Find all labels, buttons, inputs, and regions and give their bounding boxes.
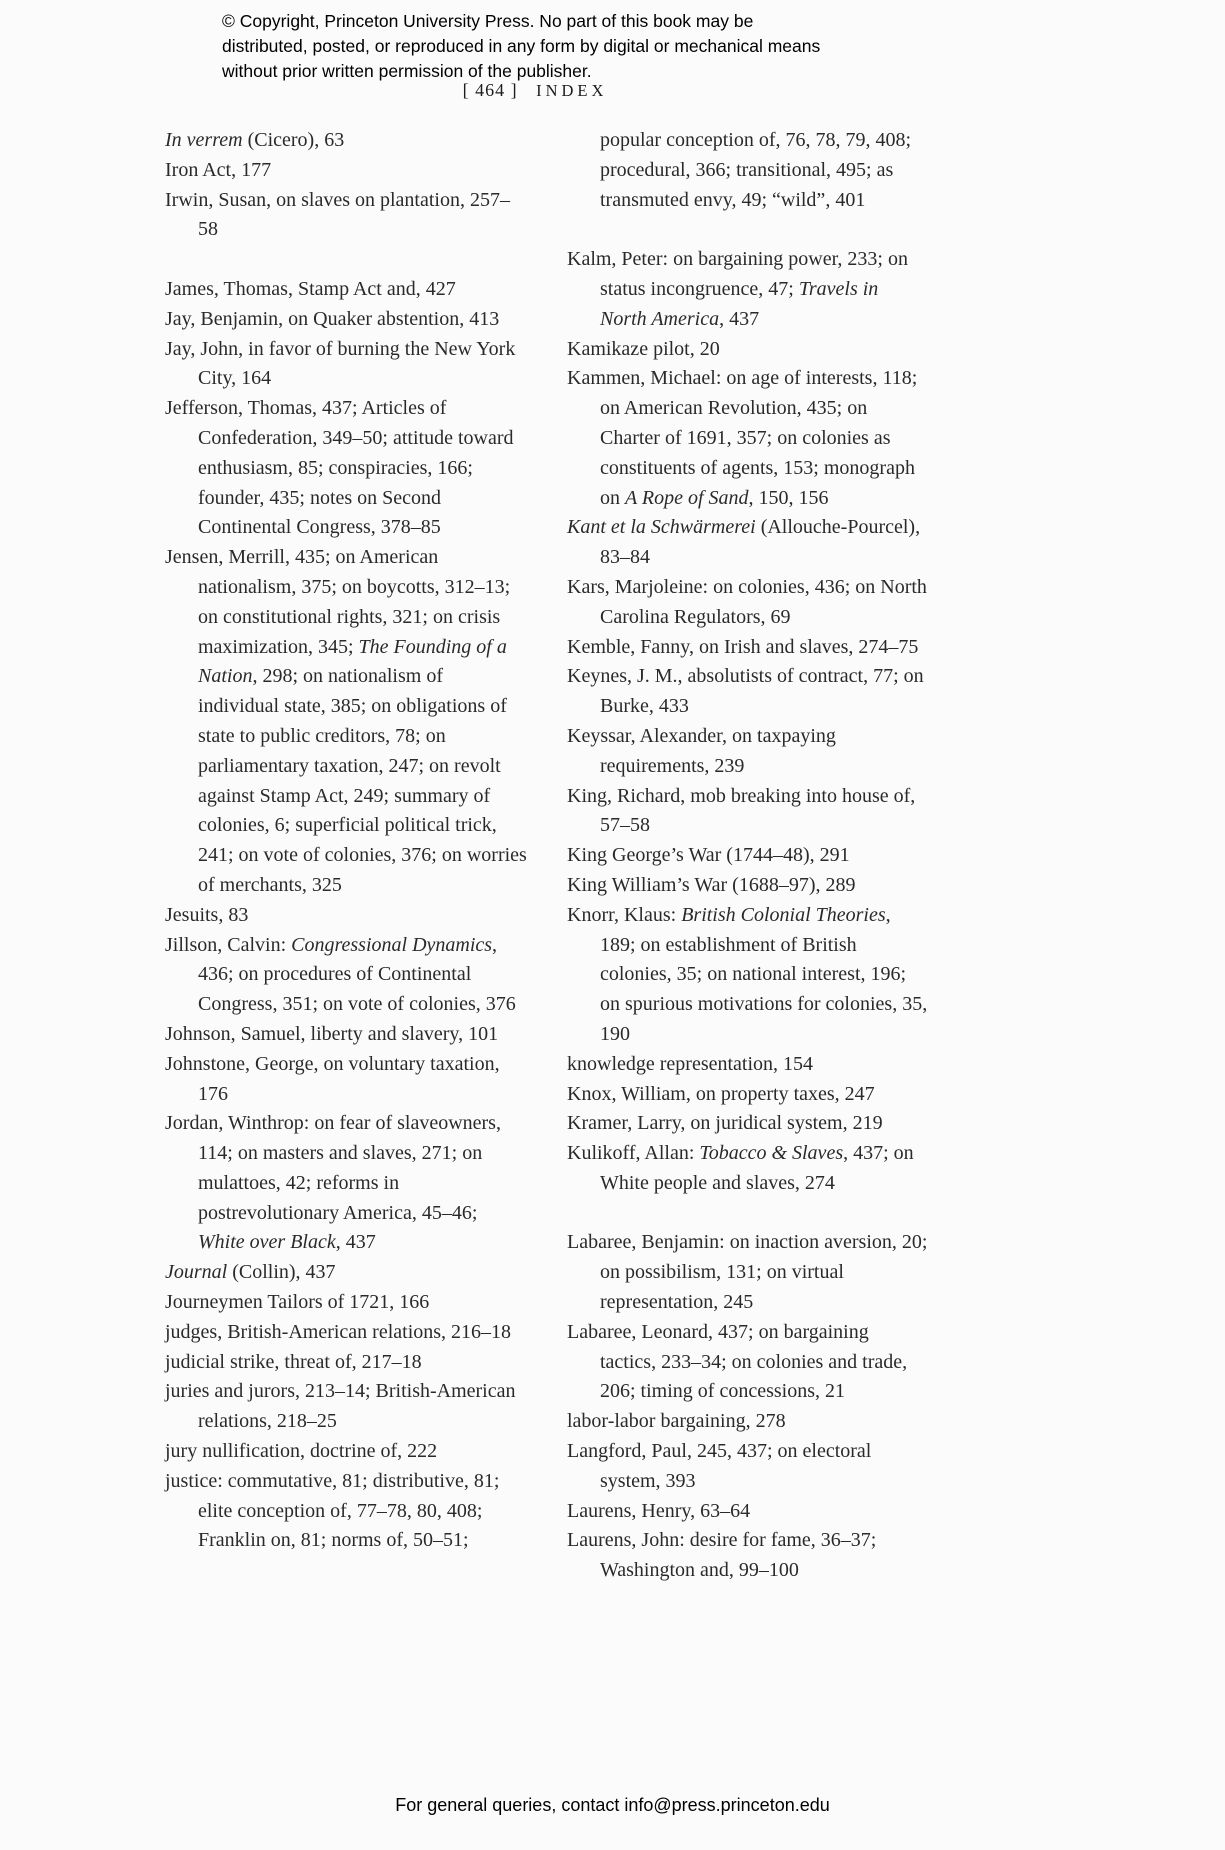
index-entry: Jensen, Merrill, 435; on American nationalism, 375; on boycotts, 312–13; on constitutional rights, 321; on crisis maximization, 345; The Founding of a Nation, 298; on nationalism of individual state, 385; on obligations of state to public creditors, 78; on parliamentary taxation, 247; on revolt against Stamp Act, 249; summary of colonies, 6; superficial political trick, 241; on vote of colonies, 376; on worries of merchants, 325 <box>165 546 527 896</box>
index-columns <box>165 126 929 1586</box>
index-entry: James, Thomas, Stamp Act and, 427 <box>165 277 456 300</box>
index-entry: Knox, William, on property taxes, 247 <box>567 1082 875 1105</box>
page-number: [ 464 ] <box>462 80 518 100</box>
index-entry: Jefferson, Thomas, 437; Articles of Confederation, 349–50; attitude toward enthusiasm, 85; conspiracies, 166; founder, 435; notes on Second Continental Congress, 378–85 <box>165 397 514 539</box>
index-entry: labor-labor bargaining, 278 <box>567 1410 786 1433</box>
index-entry: Kamikaze pilot, 20 <box>567 337 720 360</box>
index-entry: Jay, John, in favor of burning the New York City, 164 <box>165 337 516 390</box>
section-title: INDEX <box>536 81 608 100</box>
index-entry: Journal (Collin), 437 <box>165 1261 336 1284</box>
index-entry: In verrem (Cicero), 63 <box>165 129 345 151</box>
copyright-notice: © Copyright, Princeton University Press. No part of this book may be distributed, posted, or reproduced in any form by digital or mechanical means without prior written permission of the publisher. <box>222 11 821 81</box>
index-entry: judges, British-American relations, 216–18 <box>165 1320 512 1343</box>
index-entry: King William’s War (1688–97), 289 <box>567 873 856 896</box>
index-column-right <box>567 126 929 1586</box>
index-entry: Laurens, John: desire for fame, 36–37; Washington and, 99–100 <box>567 1529 877 1582</box>
index-entry: Langford, Paul, 245, 437; on electoral system, 393 <box>567 1440 872 1492</box>
index-entry: Jordan, Winthrop: on fear of slaveowners, 114; on masters and slaves, 271; on mulattoes, 42; reforms in postrevolutionary America, 45–46; White over Black, 437 <box>165 1112 501 1254</box>
index-entry: Kramer, Larry, on juridical system, 219 <box>567 1112 883 1135</box>
page-header <box>165 80 905 101</box>
index-entry: Keynes, J. M., absolutists of contract, 77; on Burke, 433 <box>567 665 924 718</box>
index-entry: Labaree, Leonard, 437; on bargaining tactics, 233–34; on colonies and trade, 206; timing of concessions, 21 <box>567 1320 908 1403</box>
index-entry: Johnstone, George, on voluntary taxation, 176 <box>165 1052 500 1105</box>
index-entry: Kant et la Schwärmerei (Allouche-Pourcel), 83–84 <box>567 516 921 569</box>
index-entry: Jillson, Calvin: Congressional Dynamics, 436; on procedures of Continental Congress, 351; on vote of colonies, 376 <box>165 933 516 1016</box>
index-entry: Kemble, Fanny, on Irish and slaves, 274–75 <box>567 635 919 658</box>
index-entry: Kars, Marjoleine: on colonies, 436; on North Carolina Regulators, 69 <box>567 575 927 628</box>
index-entry: Jesuits, 83 <box>165 903 249 926</box>
footer-contact: For general queries, contact info@press.princeton.edu <box>395 1795 830 1815</box>
index-entry: Knorr, Klaus: British Colonial Theories, 189; on establishment of British colonies, 35; on national interest, 196; on spurious motivations for colonies, 35, 190 <box>567 903 928 1045</box>
index-entry: judicial strike, threat of, 217–18 <box>165 1350 422 1373</box>
index-entry: popular conception of, 76, 78, 79, 408; procedural, 366; transitional, 495; as transmuted envy, 49; “wild”, 401 <box>600 129 912 211</box>
index-entry: King George’s War (1744–48), 291 <box>567 844 850 867</box>
index-entry: justice: commutative, 81; distributive, 81; elite conception of, 77–78, 80, 408; Franklin on, 81; norms of, 50–51; <box>165 1469 500 1552</box>
index-entry: Kulikoff, Allan: Tobacco & Slaves, 437; on White people and slaves, 274 <box>567 1142 914 1194</box>
index-entry: Keyssar, Alexander, on taxpaying requirements, 239 <box>567 724 836 777</box>
index-entry: Iron Act, 177 <box>165 158 272 181</box>
index-entry: knowledge representation, 154 <box>567 1052 814 1075</box>
index-entry: Labaree, Benjamin: on inaction aversion, 20; on possibilism, 131; on virtual representation, 245 <box>567 1231 928 1314</box>
index-entry: Laurens, Henry, 63–64 <box>567 1499 751 1522</box>
index-column-left <box>165 126 527 1586</box>
index-entry: Kammen, Michael: on age of interests, 118; on American Revolution, 435; on Charter of 1691, 357; on colonies as constituents of agents, 153; monograph on A Rope of Sand, 150, 156 <box>567 367 918 509</box>
index-entry: Irwin, Susan, on slaves on plantation, 257–58 <box>165 188 510 241</box>
index-entry: King, Richard, mob breaking into house of, 57–58 <box>567 784 916 837</box>
index-entry: Journeymen Tailors of 1721, 166 <box>165 1291 430 1314</box>
index-entry: juries and jurors, 213–14; British-American relations, 218–25 <box>165 1380 516 1433</box>
index-entry: Kalm, Peter: on bargaining power, 233; on status incongruence, 47; Travels in North America, 437 <box>567 248 908 330</box>
index-entry: jury nullification, doctrine of, 222 <box>165 1440 438 1463</box>
index-entry: Johnson, Samuel, liberty and slavery, 101 <box>165 1022 499 1045</box>
index-entry: Jay, Benjamin, on Quaker abstention, 413 <box>165 307 500 330</box>
